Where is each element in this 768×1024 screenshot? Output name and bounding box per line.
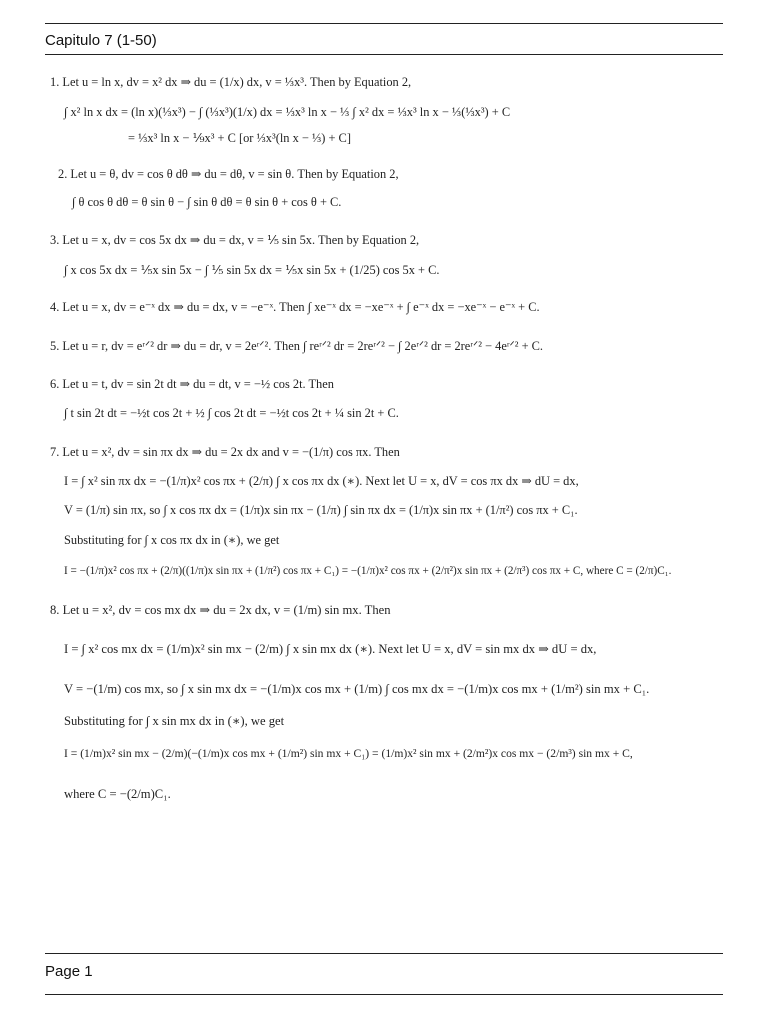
problem-8-line-6: where C = −(2/m)C₁.: [64, 787, 171, 801]
problem-1-line-3: = ⅓x³ ln x − ⅑x³ + C [or ⅓x³(ln x − ⅓) + C]: [128, 131, 351, 145]
problem-3-line-2: ∫ x cos 5x dx = ⅕x sin 5x − ∫ ⅕ sin 5x dx = ⅕x sin 5x + (1/25) cos 5x + C.: [64, 263, 440, 277]
problem-8-line-4: Substituting for ∫ x sin mx dx in (∗), we get: [64, 714, 285, 728]
problem-7-line-4: Substituting for ∫ x cos πx dx in (∗), we get: [64, 533, 280, 547]
header-rule-top: [45, 23, 723, 24]
page-number: Page 1: [45, 963, 93, 980]
problem-5-line-1: 5. Let u = r, dv = eʳᐟ² dr ⇒ du = dr, v = 2eʳᐟ². Then ∫ reʳᐟ² dr = 2reʳᐟ² − ∫ 2eʳᐟ² dr = 2reʳᐟ² − 4eʳᐟ² + C.: [50, 339, 544, 353]
problem-8-line-5: I = (1/m)x² sin mx − (2/m)(−(1/m)x cos mx + (1/m²) sin mx + C₁) = (1/m)x² sin mx + (2/m²)x cos mx − (2/m³) sin mx + C,: [64, 747, 633, 760]
page-title: Capitulo 7 (1-50): [45, 32, 157, 49]
problem-2-line-2: ∫ θ cos θ dθ = θ sin θ − ∫ sin θ dθ = θ sin θ + cos θ + C.: [72, 195, 342, 209]
problem-6-line-1: 6. Let u = t, dv = sin 2t dt ⇒ du = dt, v = −½ cos 2t. Then: [50, 377, 334, 391]
problem-3-line-1: 3. Let u = x, dv = cos 5x dx ⇒ du = dx, v = ⅕ sin 5x. Then by Equation 2,: [50, 233, 420, 247]
problem-8-line-1: 8. Let u = x², dv = cos mx dx ⇒ du = 2x dx, v = (1/m) sin mx. Then: [50, 603, 391, 617]
problem-8-line-3: V = −(1/m) cos mx, so ∫ x sin mx dx = −(1/m)x cos mx + (1/m) ∫ cos mx dx = −(1/m)x cos mx + (1/m²) sin mx + C₁.: [64, 682, 650, 696]
problem-1-line-1: 1. Let u = ln x, dv = x² dx ⇒ du = (1/x) dx, v = ⅓x³. Then by Equation 2,: [50, 75, 412, 89]
problem-4-line-1: 4. Let u = x, dv = e⁻ˣ dx ⇒ du = dx, v = −e⁻ˣ. Then ∫ xe⁻ˣ dx = −xe⁻ˣ + ∫ e⁻ˣ dx = −xe⁻ˣ − e⁻ˣ + C.: [50, 300, 540, 314]
problem-2-line-1: 2. Let u = θ, dv = cos θ dθ ⇒ du = dθ, v = sin θ. Then by Equation 2,: [58, 167, 399, 181]
problem-7-line-5: I = −(1/π)x² cos πx + (2/π)((1/π)x sin πx + (1/π²) cos πx + C₁) = −(1/π)x² cos πx + (2/π²)x sin πx + (2/π³) cos πx + C, where C = (2/π)C₁.: [64, 565, 672, 577]
problem-7-line-1: 7. Let u = x², dv = sin πx dx ⇒ du = 2x dx and v = −(1/π) cos πx. Then: [50, 445, 400, 459]
problem-6-line-2: ∫ t sin 2t dt = −½t cos 2t + ½ ∫ cos 2t dt = −½t cos 2t + ¼ sin 2t + C.: [64, 406, 399, 420]
footer-rule-bottom: [45, 994, 723, 995]
problem-1-line-2: ∫ x² ln x dx = (ln x)(⅓x³) − ∫ (⅓x³)(1/x) dx = ⅓x³ ln x − ⅓ ∫ x² dx = ⅓x³ ln x − ⅓(⅓x³) + C: [64, 105, 511, 119]
problem-8-line-2: I = ∫ x² cos mx dx = (1/m)x² sin mx − (2/m) ∫ x sin mx dx (∗). Next let U = x, dV = sin mx dx ⇒ dU = dx,: [64, 642, 597, 656]
footer-rule-top: [45, 953, 723, 954]
header-rule-bottom: [45, 54, 723, 55]
problem-7-line-2: I = ∫ x² sin πx dx = −(1/π)x² cos πx + (2/π) ∫ x cos πx dx (∗). Next let U = x, dV = cos πx dx ⇒ dU = dx,: [64, 474, 579, 488]
problem-7-line-3: V = (1/π) sin πx, so ∫ x cos πx dx = (1/π)x sin πx − (1/π) ∫ sin πx dx = (1/π)x sin πx + (1/π²) cos πx + C₁.: [64, 503, 578, 517]
